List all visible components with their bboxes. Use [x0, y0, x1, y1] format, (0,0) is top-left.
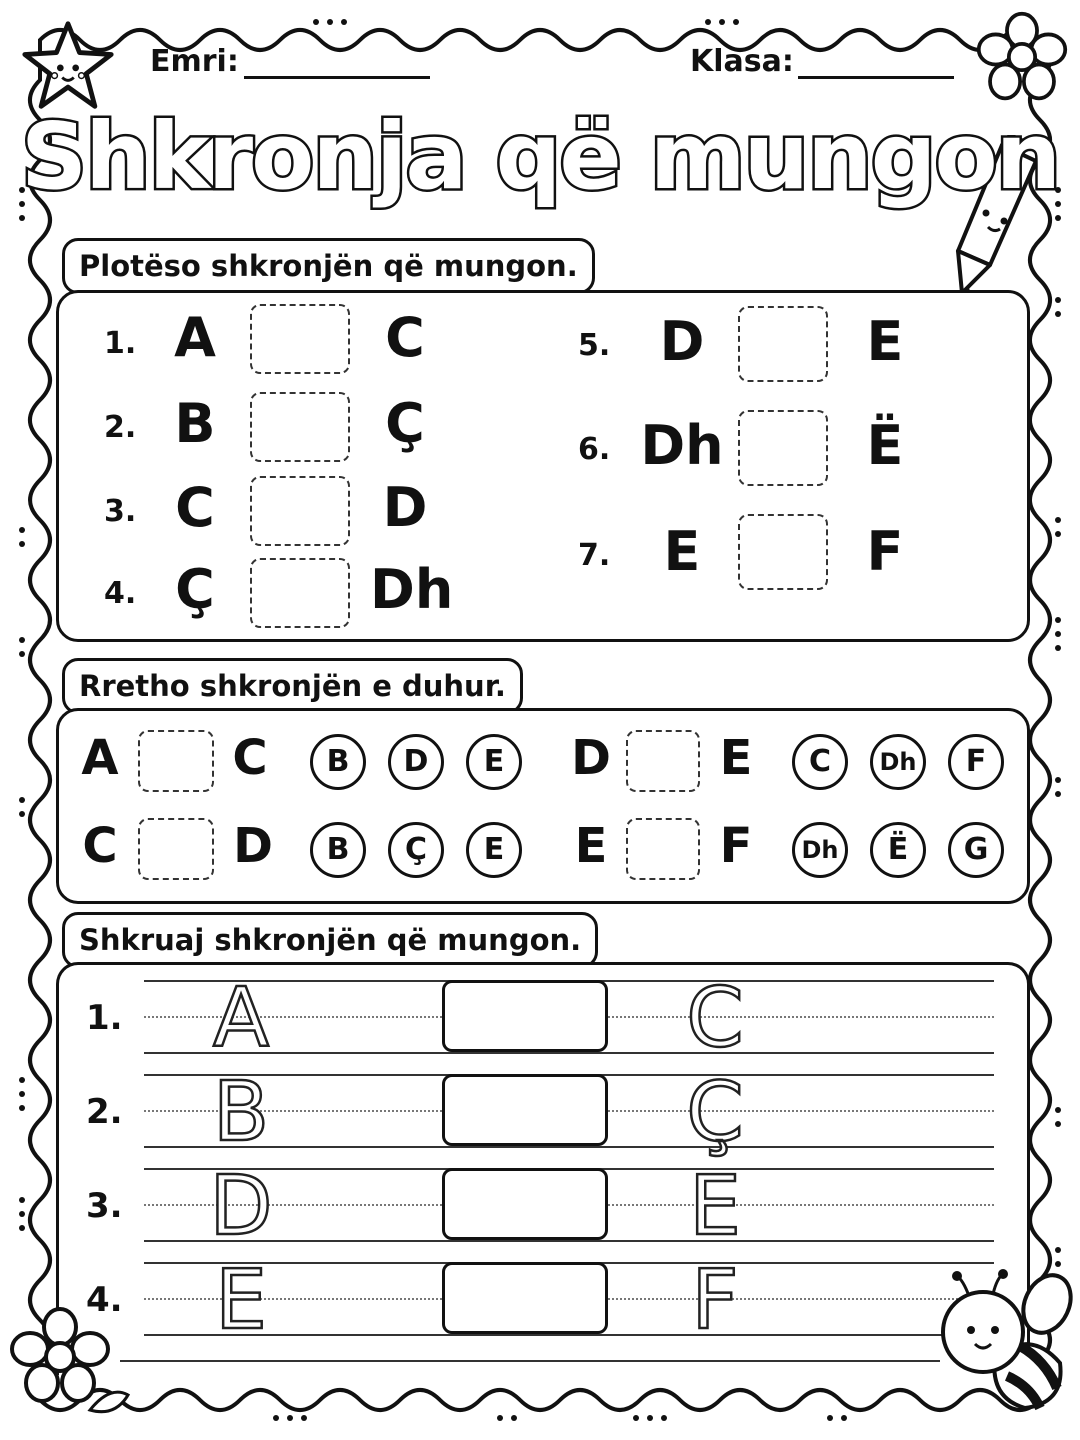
- option-circle[interactable]: Dh: [792, 822, 848, 878]
- answer-box[interactable]: [250, 392, 350, 462]
- name-field[interactable]: [244, 76, 430, 79]
- item-number: 1.: [104, 326, 137, 361]
- letter-before: C: [82, 818, 118, 874]
- name-label: Emri:: [150, 44, 239, 79]
- answer-box[interactable]: [250, 476, 350, 546]
- item-number: 2.: [86, 1092, 123, 1132]
- option-circle[interactable]: Ë: [870, 822, 926, 878]
- item-number: 3.: [86, 1186, 123, 1226]
- answer-box[interactable]: [250, 304, 350, 374]
- bee-icon: [935, 1268, 1077, 1418]
- letter-before: A: [81, 730, 119, 786]
- trace-letter-after: E: [689, 1159, 741, 1254]
- answer-box[interactable]: [442, 1168, 608, 1240]
- trace-letter-before: A: [212, 971, 270, 1066]
- letter-after: Dh: [370, 558, 454, 621]
- item-number: 4.: [104, 576, 137, 611]
- option-circle[interactable]: B: [310, 734, 366, 790]
- letter-before: B: [174, 392, 216, 455]
- answer-box[interactable]: [442, 1074, 608, 1146]
- flower-icon: [10, 1305, 130, 1425]
- option-circle[interactable]: C: [792, 734, 848, 790]
- item-number: 5.: [578, 328, 611, 363]
- letter-after: E: [719, 730, 753, 786]
- bottom-line: [120, 1360, 940, 1362]
- answer-box[interactable]: [738, 410, 828, 486]
- trace-letter-after: C: [686, 971, 744, 1066]
- answer-box[interactable]: [138, 818, 214, 880]
- letter-after: D: [233, 818, 273, 874]
- class-label: Klasa:: [690, 44, 794, 79]
- letter-after: F: [866, 520, 904, 583]
- item-number: 1.: [86, 998, 123, 1038]
- answer-box[interactable]: [738, 306, 828, 382]
- answer-box[interactable]: [250, 558, 350, 628]
- letter-before: E: [663, 520, 701, 583]
- option-circle[interactable]: G: [948, 822, 1004, 878]
- letter-before: C: [175, 476, 215, 539]
- letter-after: C: [385, 306, 425, 369]
- flower-icon: [975, 10, 1069, 104]
- letter-before: D: [659, 310, 705, 373]
- option-circle[interactable]: E: [466, 822, 522, 878]
- trace-letter-before: B: [212, 1065, 270, 1160]
- letter-before: Ç: [175, 558, 215, 621]
- letter-before: Dh: [640, 414, 724, 477]
- letter-before: D: [571, 730, 611, 786]
- item-number: 3.: [104, 494, 137, 529]
- trace-letter-after: F: [691, 1253, 739, 1348]
- class-field[interactable]: [798, 76, 954, 79]
- letter-after: F: [719, 818, 753, 874]
- option-circle[interactable]: Dh: [870, 734, 926, 790]
- trace-letter-before: E: [215, 1253, 267, 1348]
- section2-instruction: Rretho shkronjën e duhur.: [62, 658, 523, 714]
- letter-after: E: [866, 310, 904, 373]
- trace-letter-before: D: [209, 1159, 273, 1254]
- option-circle[interactable]: E: [466, 734, 522, 790]
- option-circle[interactable]: F: [948, 734, 1004, 790]
- letter-before: E: [574, 818, 608, 874]
- section3-instruction: Shkruaj shkronjën që mungon.: [62, 912, 598, 968]
- letter-after: Ç: [385, 392, 425, 455]
- letter-after: D: [382, 476, 428, 539]
- item-number: 7.: [578, 538, 611, 573]
- answer-box[interactable]: [442, 980, 608, 1052]
- option-circle[interactable]: Ç: [388, 822, 444, 878]
- answer-box[interactable]: [138, 730, 214, 792]
- answer-box[interactable]: [442, 1262, 608, 1334]
- option-circle[interactable]: D: [388, 734, 444, 790]
- item-number: 6.: [578, 432, 611, 467]
- trace-letter-after: Ç: [686, 1065, 744, 1160]
- section1-instruction: Plotëso shkronjën që mungon.: [62, 238, 595, 294]
- answer-box[interactable]: [626, 818, 700, 880]
- page-title: Shkronja që mungon: [20, 103, 1060, 210]
- item-number: 2.: [104, 410, 137, 445]
- letter-after: Ë: [866, 414, 904, 477]
- option-circle[interactable]: B: [310, 822, 366, 878]
- item-number: 4.: [86, 1280, 123, 1320]
- letter-after: C: [232, 730, 268, 786]
- answer-box[interactable]: [626, 730, 700, 792]
- answer-box[interactable]: [738, 514, 828, 590]
- letter-before: A: [174, 306, 216, 369]
